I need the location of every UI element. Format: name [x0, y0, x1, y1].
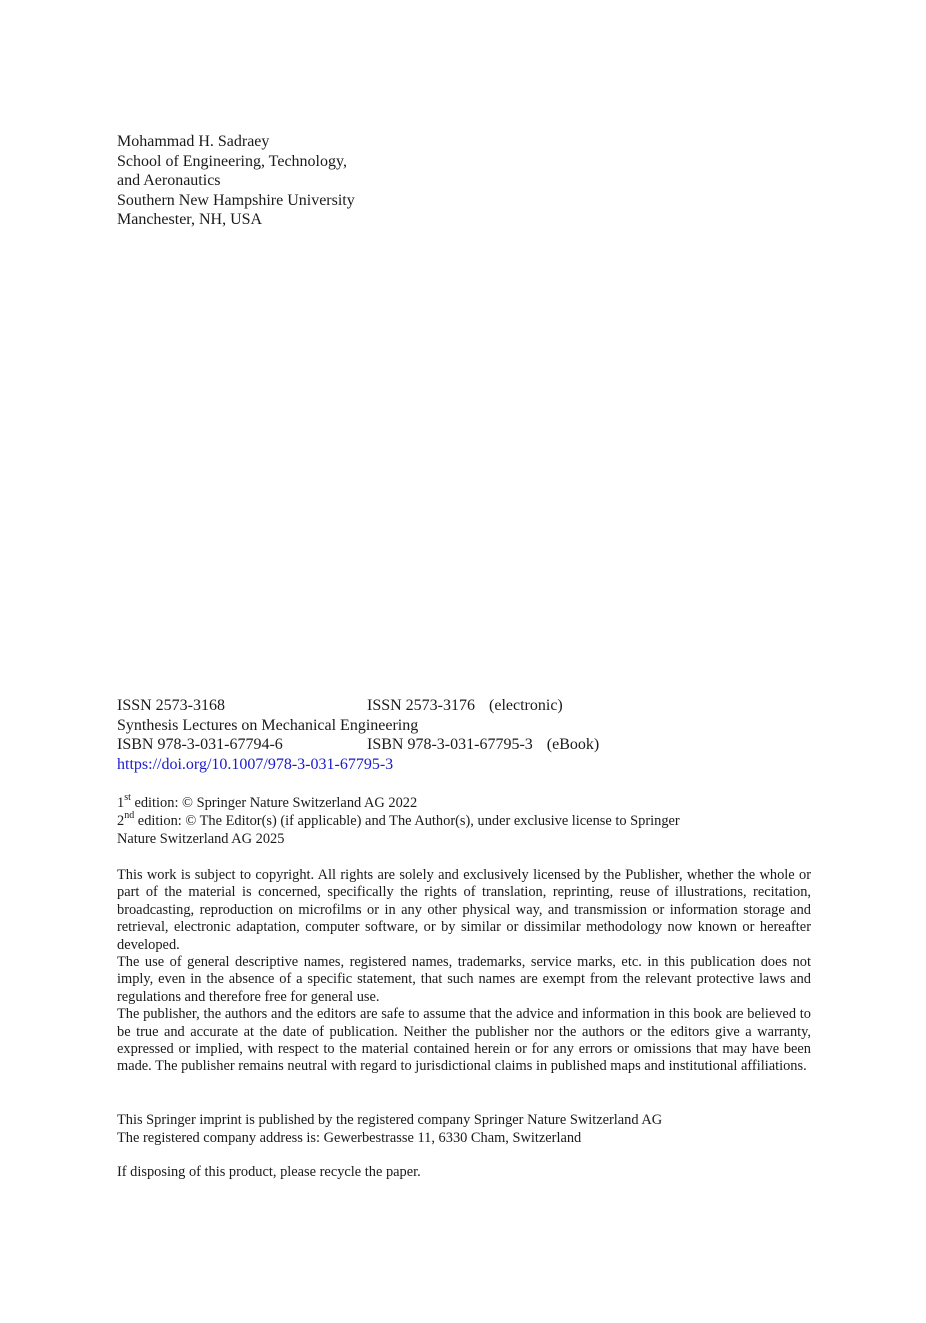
- first-edition-suffix: st: [124, 792, 131, 804]
- issn-print: ISSN 2573-3168: [117, 697, 226, 714]
- second-edition: [117, 812, 680, 830]
- doi-link[interactable]: https://doi.org/10.1007/978-3-031-67795-3: [117, 755, 394, 773]
- issn-electronic: ISSN 2573-3176: [367, 697, 476, 714]
- copyright-paragraph: This work is subject to copyright. All rights are solely and exclusively licensed by the Publisher, whether the whole or part of the material is concerned, specifically the rights of translation, reprinting, reuse of illustrations, recitation, broadcasting, reproduction on microfilms or in any other physical way, and transmission or information storage and retrieval, electronic adaptation, computer software, or by similar or dissimilar methodology now known or hereafter developed.: [117, 867, 811, 953]
- trademark-paragraph: The use of general descriptive names, registered names, trademarks, service marks, etc. in this publication does not imply, even in the absence of a specific statement, that such names are exempt from the relevant protective laws and regulations and therefore free for general use.: [117, 954, 811, 1005]
- isbn-row: [117, 735, 600, 755]
- first-edition-text: edition: © Springer Nature Switzerland AG 2022: [130, 795, 418, 811]
- second-edition-suffix: nd: [124, 810, 135, 822]
- issn-row: [117, 696, 563, 716]
- isbn-ebook-group: [367, 735, 599, 755]
- issn-electronic-group: [367, 696, 563, 716]
- author-block: [117, 132, 355, 230]
- bibliographic-info: [117, 696, 600, 774]
- imprint-line2: The registered company address is: Gewerbestrasse 11, 6330 Cham, Switzerland: [117, 1130, 582, 1146]
- second-edition-continued: Nature Switzerland AG 2025: [117, 831, 285, 847]
- series-row: [117, 716, 418, 736]
- author-affiliation-line1: School of Engineering, Technology,: [117, 152, 347, 170]
- legal-notice: [117, 867, 811, 1076]
- author-affiliation-line2: and Aeronautics: [117, 172, 221, 189]
- isbn-print: ISBN 978-3-031-67794-6: [117, 736, 283, 753]
- imprint-info: [117, 1111, 662, 1147]
- recycle-notice: If disposing of this product, please recycle the paper.: [117, 1164, 421, 1180]
- isbn-ebook-note: (eBook): [546, 736, 600, 753]
- isbn-ebook: ISBN 978-3-031-67795-3: [367, 736, 533, 753]
- author-university: Southern New Hampshire University: [117, 191, 355, 209]
- series-title: Synthesis Lectures on Mechanical Engineering: [117, 716, 419, 734]
- imprint-line1: This Springer imprint is published by the registered company Springer Nature Switzerland AG: [117, 1112, 663, 1128]
- author-name: Mohammad H. Sadraey: [117, 133, 270, 150]
- second-edition-text: edition: © The Editor(s) (if applicable) and The Author(s), under exclusive license to Springer: [134, 813, 680, 829]
- author-location: Manchester, NH, USA: [117, 211, 263, 228]
- first-edition-number: 1: [117, 795, 125, 811]
- edition-notices: [117, 794, 680, 848]
- issn-electronic-note: (electronic): [489, 697, 563, 714]
- doi-row: [117, 755, 418, 775]
- disclaimer-paragraph: The publisher, the authors and the editors are safe to assume that the advice and information in this book are believed to be true and accurate at the date of publication. Neither the publisher nor the authors or the editors give a warranty, expressed or implied, with respect to the material contained herein or for any errors or omissions that may have been made. The publisher remains neutral with regard to jurisdictional claims in published maps and institutional affiliations.: [117, 1006, 811, 1075]
- second-edition-number: 2: [117, 813, 125, 829]
- first-edition: [117, 794, 680, 812]
